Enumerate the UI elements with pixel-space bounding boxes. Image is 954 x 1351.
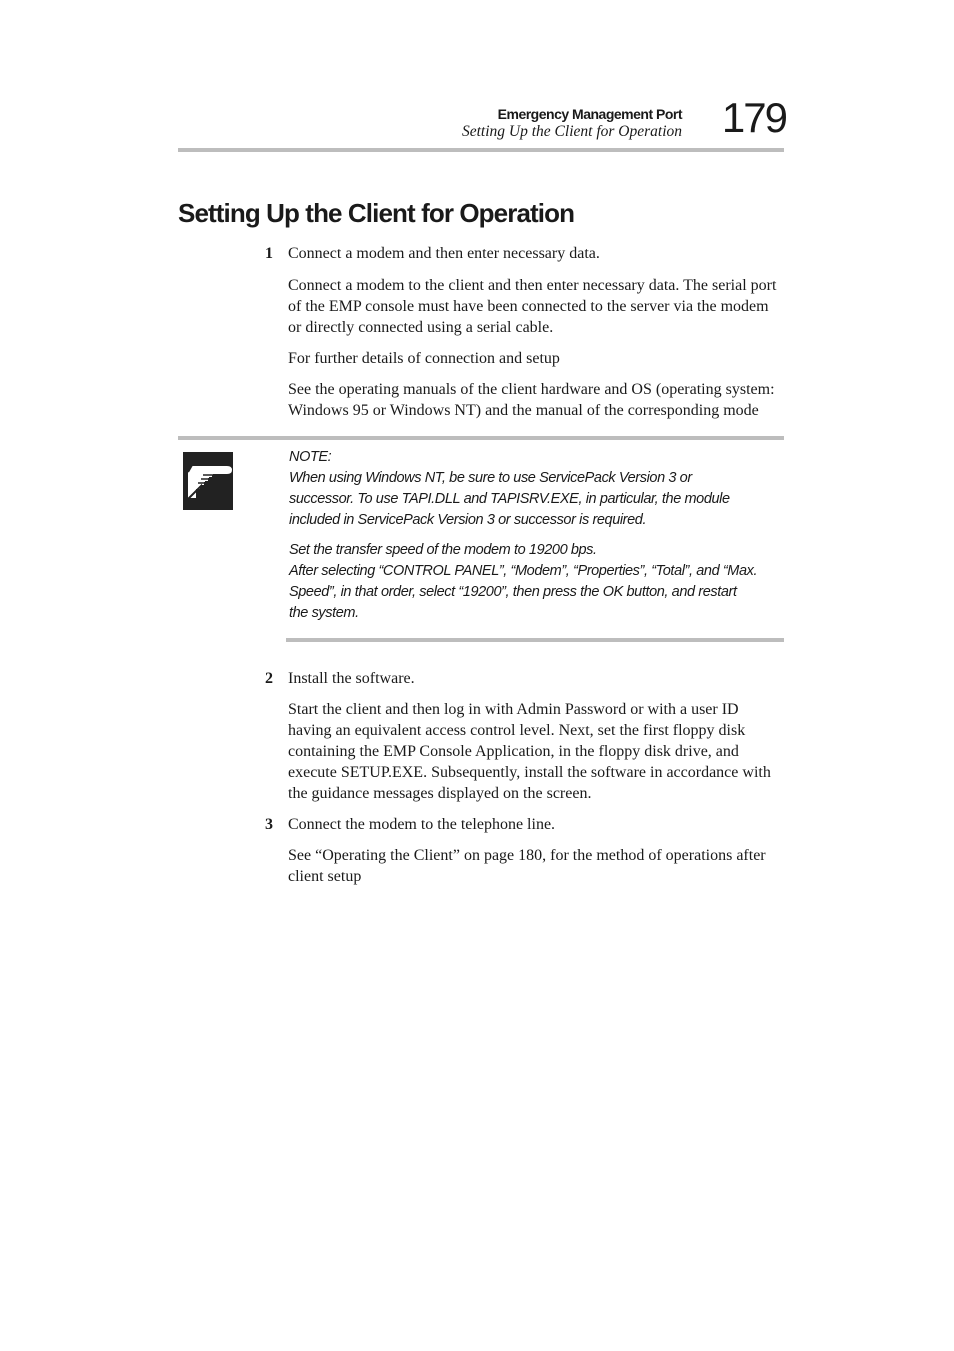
note-label: NOTE: <box>289 449 332 465</box>
step-1-number: 1 <box>265 245 273 262</box>
step-1-paragraph: See the operating manuals of the client hardware and OS (operating system: Windows 95 or Windows NT) and the manual of the corresponding mode <box>288 381 775 419</box>
step-2-paragraph: Start the client and then log in with Admin Password or with a user ID having an equivalent access control level. Next, set the first floppy disk containing the EMP Console Application, in the floppy disk drive, and execute SETUP.EXE. Subsequently, install the software in accordance with the guidance messages displayed on the screen. <box>288 701 771 802</box>
section-title: Setting Up the Client for Operation <box>178 198 575 228</box>
note-paragraph: After selecting “CONTROL PANEL”, “Modem”, “Properties”, “Total”, and “Max. Speed”, in that order, select “19200”, then press the OK button, and restart the system. <box>289 563 758 621</box>
note-paragraph: When using Windows NT, be sure to use ServicePack Version 3 or successor. To use TAPI.DLL and TAPISRV.EXE, in particular, the module included in ServicePack Version 3 or successor is required. <box>289 470 730 528</box>
step-3-paragraph: See “Operating the Client” on page 180, for the method of operations after client setup <box>288 847 766 885</box>
step-2-number: 2 <box>265 670 273 687</box>
note-paragraph: Set the transfer speed of the modem to 19200 bps. <box>289 542 597 558</box>
header-section-title: Setting Up the Client for Operation <box>462 123 682 140</box>
header-rule <box>178 148 784 152</box>
page-number: 179 <box>721 94 786 141</box>
note-bottom-rule <box>286 638 784 642</box>
step-2-heading: Install the software. <box>288 670 415 687</box>
note-top-rule <box>178 436 784 440</box>
step-3-heading: Connect the modem to the telephone line. <box>288 816 556 833</box>
header-chapter-title: Emergency Management Port <box>497 106 682 122</box>
step-1-heading: Connect a modem and then enter necessary data. <box>288 245 600 262</box>
step-3-number: 3 <box>265 816 273 833</box>
pointing-hand-icon <box>183 452 233 510</box>
running-header <box>178 94 786 152</box>
step-1-paragraph: Connect a modem to the client and then enter necessary data. The serial port of the EMP console must have been connected to the server via the modem or directly connected using a serial cable. <box>288 277 777 336</box>
step-1-paragraph: For further details of connection and setup <box>288 350 560 367</box>
